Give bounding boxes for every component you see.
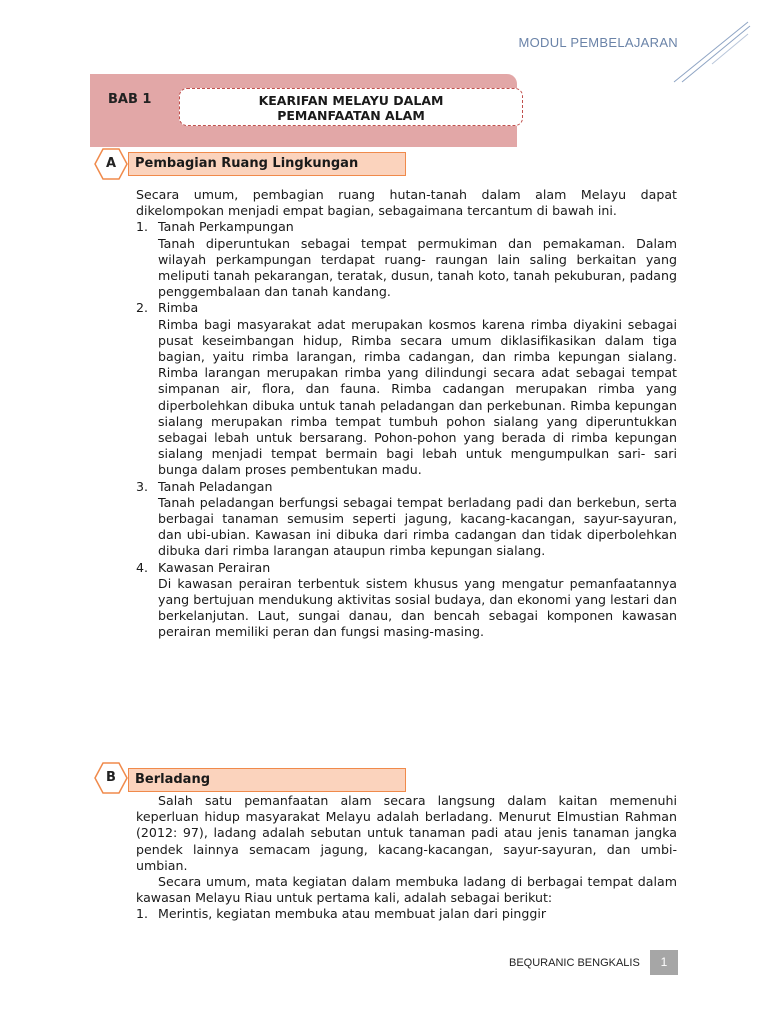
list-item xyxy=(136,560,677,641)
list-item-text: Merintis, kegiatan membuka atau membuat jalan dari pinggir xyxy=(158,906,546,922)
list-item xyxy=(136,479,677,560)
footer-publisher: BEQURANIC BENGKALIS xyxy=(509,957,640,969)
list-item-number: 1. xyxy=(136,906,149,922)
list-item-title: Kawasan Perairan xyxy=(158,559,271,575)
section-a-body xyxy=(136,187,677,641)
list-item-title: Rimba xyxy=(158,300,199,316)
list-item-title: Tanah Perkampungan xyxy=(158,219,294,235)
list-item-text: Rimba bagi masyarakat adat merupakan kosmos karena rimba diyakini sebagai pusat keseimbangan hidup, Rimba secara umum diklasifikasikan dalam tiga bagian, yaitu rimba larangan, rimba cadangan, dan rimba kepungan sialang. Rimba larangan merupakan rimba yang dilindungi secara adat sebagai tempat simpanan air, flora, dan fauna. Rimba cadangan merupakan rimba yang diperbolehkan dibuka untuk tanah peladangan dan perkebunan. Rimba kepungan sialang merupakan rimba tempat tumbuh pohon sialang yang diperuntukkan sebagai lebah untuk bersarang. Pohon-pohon yang berada di rimba kepungan sialang menjadi tempat bermain bagi lebah untuk mengumpulkan sari- sari bunga dalam proses pembentukan madu. xyxy=(158,316,677,478)
list-item xyxy=(136,219,677,300)
chapter-label: BAB 1 xyxy=(108,92,152,107)
header-decoration-lines xyxy=(672,14,752,84)
list-item-text: Di kawasan perairan terbentuk sistem khusus yang mengatur pemanfaatannya yang bertujuan mendukung aktivitas sosial budaya, dan ekonomi yang lestari dan berkelanjutan. Laut, sungai danau, dan bencah sebagai komponen kawasan perairan memiliki peran dan fungsi masing-masing. xyxy=(158,575,677,640)
list-item-number: 2. xyxy=(136,300,149,316)
section-a-intro: Secara umum, pembagian ruang hutan-tanah dalam alam Melayu dapat dikelompokan menjadi empat bagian, sebagaimana tercantum di bawah ini. xyxy=(136,187,677,219)
list-item-text: Tanah diperuntukan sebagai tempat permukiman dan pemakaman. Dalam wilayah perkampungan terdapat ruang- raungan lain saling berkaitan yang meliputi tanah pekarangan, teratak, dusun, tanah koto, tanah pekuburan, padang penggembalaan dan tanah kandang. xyxy=(158,235,677,300)
page-number: 1 xyxy=(650,950,678,975)
section-b-title: Berladang xyxy=(128,768,406,792)
list-item-text: Tanah peladangan berfungsi sebagai tempat berladang padi dan berkebun, serta berbagai tanaman semusim seperti jagung, kacang-kacangan, sayur-sayuran, dan ubi-ubian. Kawasan ini dibuka dari rimba cadangan dan tidak diperbolehkan dibuka dari rimba larangan ataupun rimba kepungan sialang. xyxy=(158,494,677,559)
section-b-body xyxy=(136,793,677,923)
section-a-letter: A xyxy=(105,156,117,171)
section-b-paragraph-2: Secara umum, mata kegiatan dalam membuka ladang di berbagai tempat dalam kawasan Melayu Riau untuk pertama kali, adalah sebagai berikut: xyxy=(136,874,677,906)
chapter-title-line-1: KEARIFAN MELAYU DALAM xyxy=(258,93,444,108)
section-b-letter: B xyxy=(106,770,116,785)
list-item-title: Tanah Peladangan xyxy=(158,478,273,494)
chapter-title xyxy=(179,88,523,126)
list-item xyxy=(136,906,677,922)
section-a-title: Pembagian Ruang Lingkungan xyxy=(128,152,406,176)
list-item xyxy=(136,300,677,478)
section-b-paragraph-1: Salah satu pemanfaatan alam secara langsung dalam kaitan memenuhi keperluan hidup masyarakat Melayu adalah berladang. Menurut Elmustian Rahman (2012: 97), ladang adalah sebutan untuk tanaman padi atau jenis tanaman jangka pendek lainnya semacam jagung, kacang-kacangan, sayur-sayuran, dan umbi-umbian. xyxy=(136,793,677,873)
list-item-number: 3. xyxy=(136,478,149,494)
list-item-number: 4. xyxy=(136,559,149,575)
chapter-title-line-2: PEMANFAATAN ALAM xyxy=(277,108,425,123)
header-title: MODUL PEMBELAJARAN xyxy=(518,35,678,50)
list-item-number: 1. xyxy=(136,219,149,235)
